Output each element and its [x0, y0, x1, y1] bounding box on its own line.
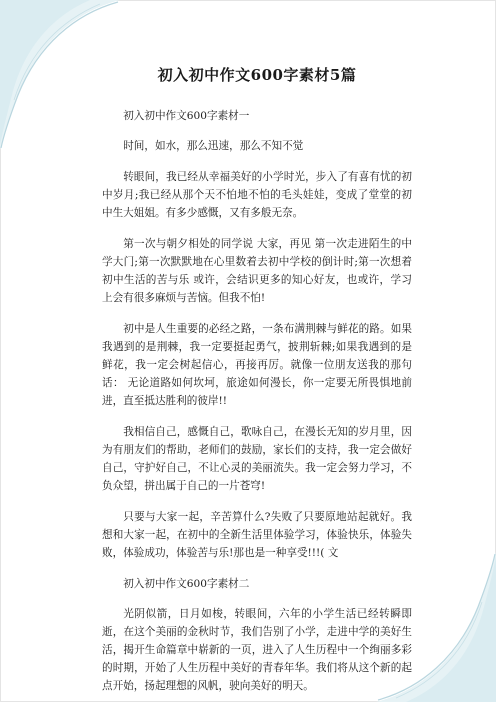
section-heading-2: 初入初中作文600字素材二 [123, 578, 250, 590]
paragraph-1: 时间，如水，那么迅速，那么不知不觉 [123, 140, 304, 152]
paragraph-6: 只要与大家一起，辛苦算什么?失败了只要原地站起就好。我想和大家一起，在初中的全新生活里体验学习，体验快乐，体验失败，体验成功，体验苦与乐!那也是一种享受!!!( 文 [102, 511, 412, 559]
section-heading-1: 初入初中作文600字素材一 [123, 110, 250, 122]
paragraph-5: 我相信自己，感慨自己，歌咏自己，在漫长无知的岁月里，因为有朋友们的帮助，老师们的鼓励，家长们的支持，我一定会做好自己，守护好自己，不让心灵的美丽流失。我一定会努力学习，不负众望，拼出属于自己的一片苍穹! [102, 426, 412, 492]
paragraph-4: 初中是人生重要的必经之路，一条布满荆棘与鲜花的路。如果我遇到的是荆棘，我一定要挺起勇气，披荆斩棘;如果我遇到的是鲜花，我一定会树起信心，再接再厉。就像一位朋友送我的那句话： 无论道路如何坎坷，旅途如何漫长，你一定要无所畏惧地前进，直至抵达胜利的彼岸!! [102, 323, 412, 407]
paragraph-3: 第一次与朝夕相处的同学说 大家，再见 第一次走进陌生的中学大门;第一次默默地在心里数着去初中学校的倒计时;第一次想着初中生活的苦与乐 或许，会结识更多的知心好友，也或许，学习上会有很多麻烦与苦恼。但我不怕! [102, 238, 412, 304]
paragraph-7: 光阴似箭，日月如梭，转眼间，六年的小学生活已经转瞬即逝，在这个美丽的金秋时节，我们告别了小学，走进中学的美好生活，揭开生命篇章中崭新的一页，进入了人生历程中一个绚丽多彩的时期，开始了人生历程中美好的青春年华。我们将从这个新的起点开始，扬起理想的风帆，驶向美好的明天。 [102, 608, 412, 692]
paragraph-2: 转眼间，我已经从幸福美好的小学时光，步入了有喜有忧的初中岁月;我已经从那个天不怕地不怕的毛头娃娃，变成了堂堂的初中生大姐姐。有多少感慨，又有多般无奈。 [102, 171, 412, 219]
document-title: 初入初中作文600字素材5篇 [157, 66, 357, 84]
document-body [102, 64, 412, 708]
